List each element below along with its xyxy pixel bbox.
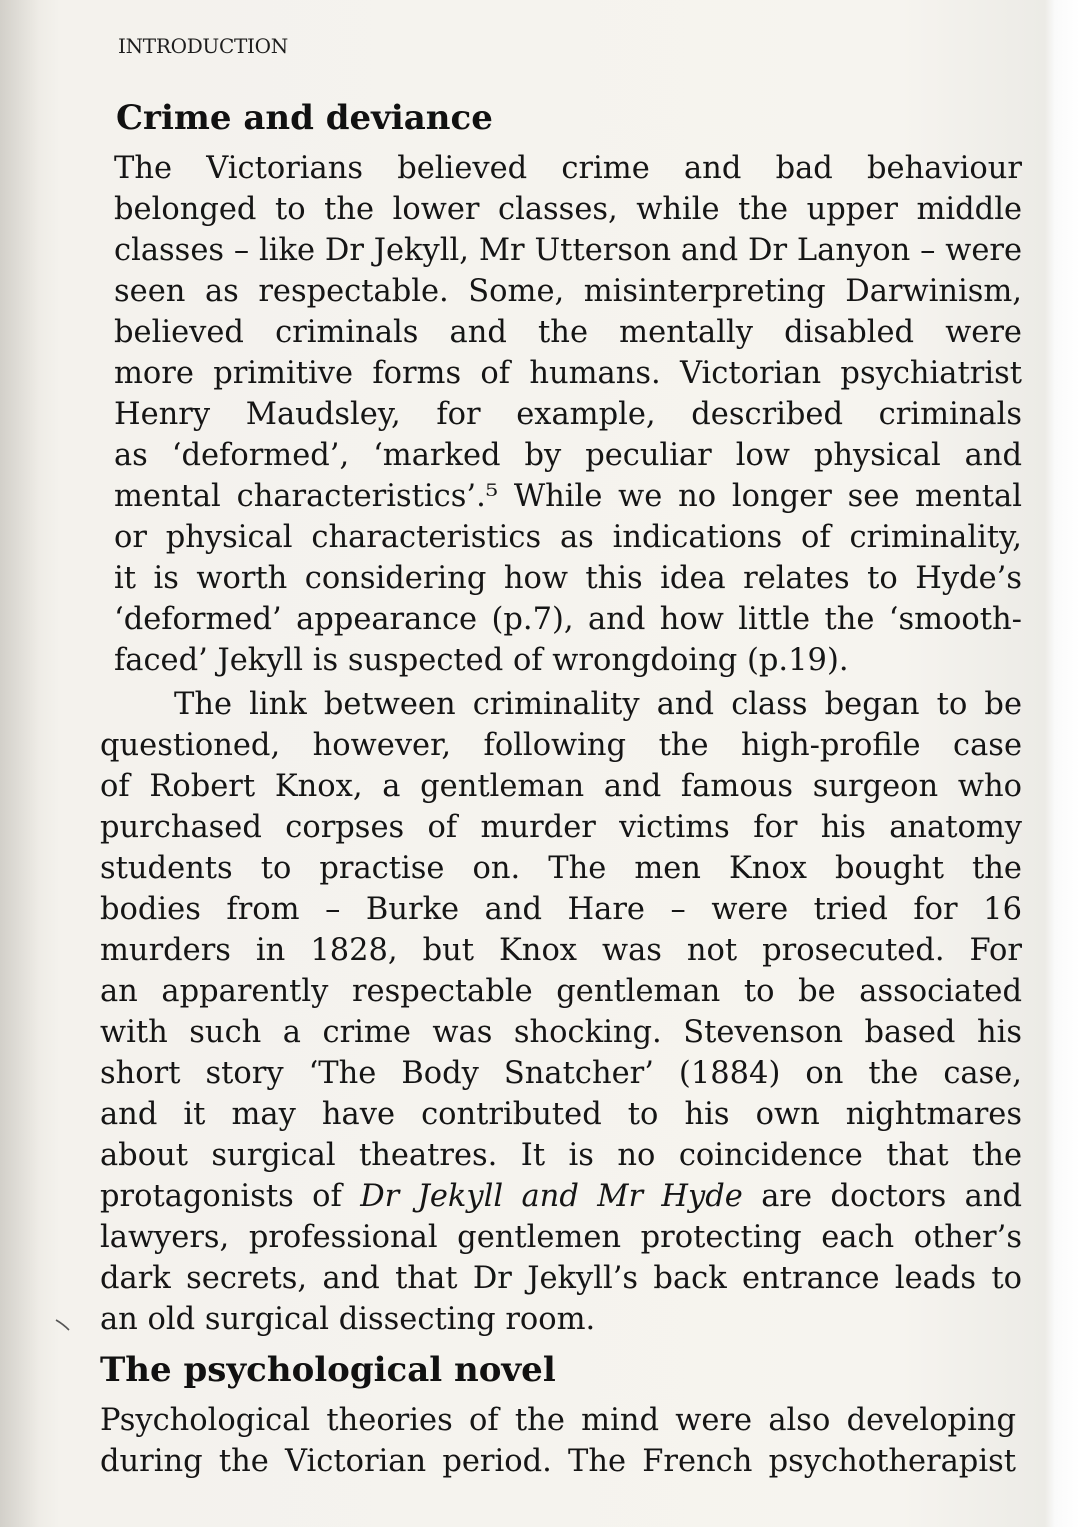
text-fragment: are doctors and bbox=[742, 1179, 1022, 1214]
text-line: bodies from – Burke and Hare – were tried for 16 bbox=[100, 892, 1022, 927]
text-line: mental characteristics’.⁵ While we no longer see mental bbox=[114, 479, 1022, 514]
text-line: it is worth considering how this idea relates to Hyde’s bbox=[114, 561, 1022, 596]
book-title-italic: Dr Jekyll and Mr Hyde bbox=[360, 1179, 743, 1214]
page-gutter-shadow bbox=[0, 0, 40, 1527]
section-heading-psychological-novel: The psychological novel bbox=[100, 1350, 556, 1390]
text-fragment: protagonists of bbox=[100, 1179, 361, 1214]
text-line: questioned, however, following the high-profile case bbox=[100, 728, 1022, 763]
paragraph-psychological-1 bbox=[100, 1400, 1016, 1482]
text-line: during the Victorian period. The French psychotherapist bbox=[100, 1444, 1016, 1479]
pencil-tick-mark bbox=[55, 1318, 71, 1332]
text-line: believed criminals and the mentally disabled were bbox=[114, 315, 1022, 350]
text-line: students to practise on. The men Knox bought the bbox=[100, 851, 1022, 886]
paragraph-crime-1 bbox=[114, 148, 1022, 681]
text-line: an old surgical dissecting room. bbox=[100, 1302, 596, 1337]
text-line: Psychological theories of the mind were also developing bbox=[100, 1403, 1016, 1438]
running-head: INTRODUCTION bbox=[118, 34, 288, 58]
text-line: an apparently respectable gentleman to be associated bbox=[100, 974, 1022, 1009]
text-line: about surgical theatres. It is no coincidence that the bbox=[100, 1138, 1022, 1173]
text-line: The link between criminality and class began to be bbox=[174, 687, 1022, 722]
section-heading-crime-and-deviance: Crime and deviance bbox=[116, 98, 493, 138]
text-line: belonged to the lower classes, while the upper middle bbox=[114, 192, 1022, 227]
text-line-with-italic-title bbox=[100, 1176, 1022, 1217]
text-line: short story ‘The Body Snatcher’ (1884) on the case, bbox=[100, 1056, 1022, 1091]
text-line: or physical characteristics as indications of criminality, bbox=[114, 520, 1022, 555]
text-line: faced’ Jekyll is suspected of wrongdoing (p.19). bbox=[114, 643, 849, 678]
text-line: of Robert Knox, a gentleman and famous surgeon who bbox=[100, 769, 1022, 804]
text-line: more primitive forms of humans. Victorian psychiatrist bbox=[114, 356, 1022, 391]
text-line: purchased corpses of murder victims for his anatomy bbox=[100, 810, 1022, 845]
text-line: seen as respectable. Some, misinterpreting Darwinism, bbox=[114, 274, 1022, 309]
text-line: with such a crime was shocking. Stevenson based his bbox=[100, 1015, 1022, 1050]
text-line: and it may have contributed to his own nightmares bbox=[100, 1097, 1022, 1132]
text-line: murders in 1828, but Knox was not prosecuted. For bbox=[100, 933, 1022, 968]
text-line: lawyers, professional gentlemen protecting each other’s bbox=[100, 1220, 1022, 1255]
text-line: Henry Maudsley, for example, described criminals bbox=[114, 397, 1022, 432]
text-line: classes – like Dr Jekyll, Mr Utterson and Dr Lanyon – were bbox=[114, 233, 1022, 268]
paragraph-crime-2 bbox=[100, 684, 1022, 1340]
text-line: The Victorians believed crime and bad behaviour bbox=[114, 151, 1022, 186]
text-line: ‘deformed’ appearance (p.7), and how little the ‘smooth- bbox=[114, 602, 1022, 637]
text-line: dark secrets, and that Dr Jekyll’s back entrance leads to bbox=[100, 1261, 1022, 1296]
text-line: as ‘deformed’, ‘marked by peculiar low physical and bbox=[114, 438, 1022, 473]
